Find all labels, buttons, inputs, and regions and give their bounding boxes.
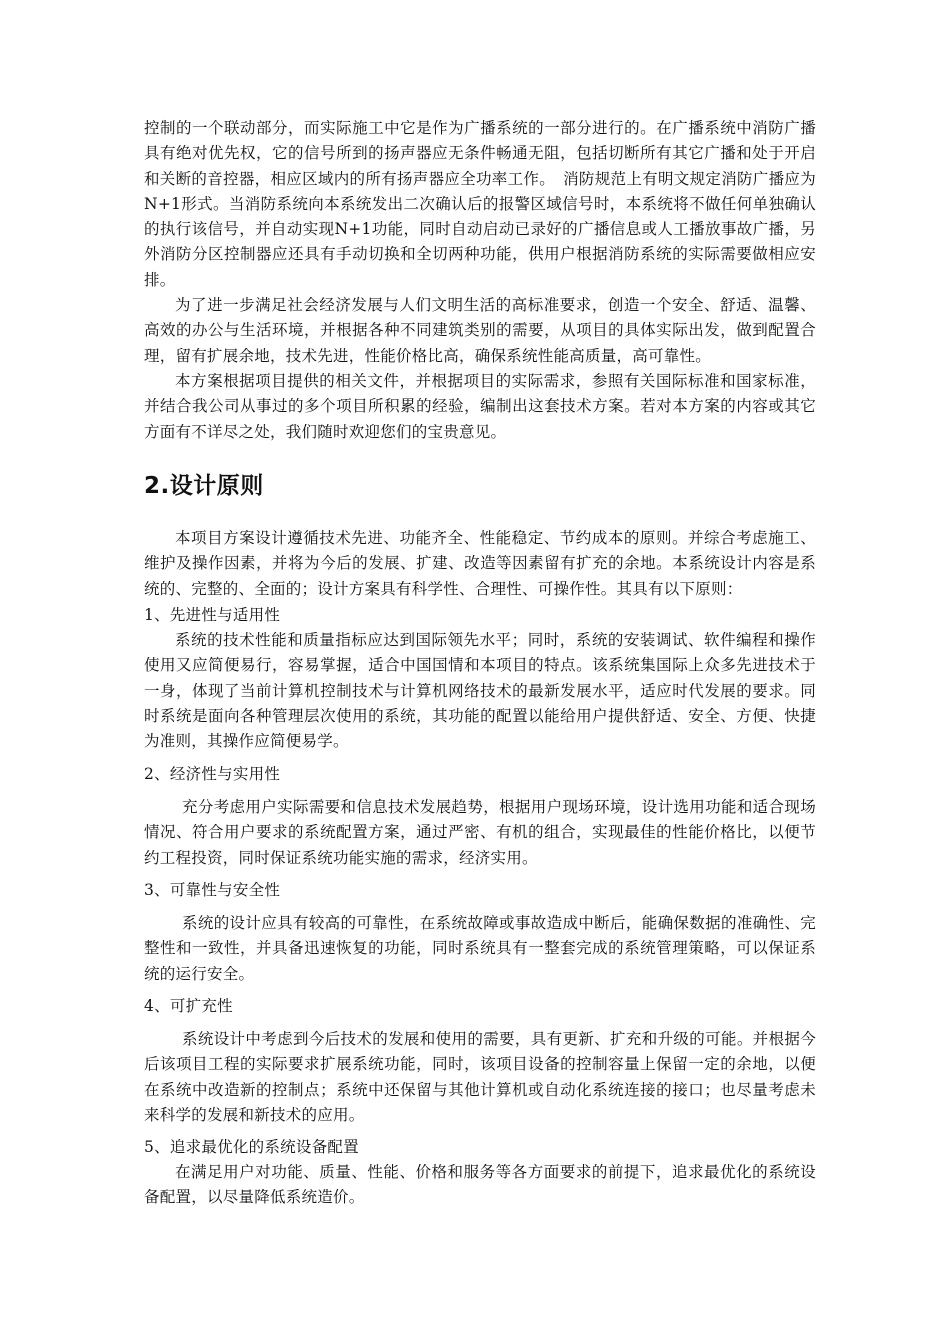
principle-2-title: 2、经济性与实用性 <box>144 765 281 783</box>
principle-4-title: 4、可扩充性 <box>144 997 233 1015</box>
principle-4-text: 系统设计中考虑到今后技术的发展和使用的需要，具有更新、扩充和升级的可能。并根据今后该项目工程的实际要求扩展系统功能，同时，该项目设备的控制容量上保留一定的余地，以便在系统中改造新的控制点；系统中还保留与其他计算机或自动化系统连接的接口；也尽量考虑未来科学的发展和新技术的应用。 <box>144 1030 816 1124</box>
principle-3-text: 系统的设计应具有较高的可靠性，在系统故障或事故造成中断后，能确保数据的准确性、完整性和一致性，并具备迅速恢复的功能，同时系统具有一整套完成的系统管理策略，可以保证系统的运行安全。 <box>144 914 816 983</box>
principle-5-text: 在满足用户对功能、质量、性能、价格和服务等各方面要求的前提下，追求最优化的系统设备配置，以尽量降低系统造价。 <box>144 1163 816 1207</box>
section-intro <box>144 526 816 602</box>
intro-paragraph-3: 本方案根据项目提供的相关文件，并根据项目的实际需求，参照有关国际标准和国家标准，并结合我公司从事过的多个项目所积累的经验，编制出这套技术方案。若对本方案的内容或其它方面有不详尽之处，我们随时欢迎您们的宝贵意见。 <box>144 371 816 441</box>
principle-4-body <box>144 1027 816 1128</box>
principle-3-title: 3、可靠性与安全性 <box>144 881 281 899</box>
intro-paragraph-2: 为了进一步满足社会经济发展与人们文明生活的高标准要求，创造一个安全、舒适、温馨、高效的办公与生活环境，并根据各种不同建筑类别的需要，从项目的具体实际出发，做到配置合理，留有扩展余地，技术先进，性能价格比高，确保系统性能高质量，高可靠性。 <box>144 296 816 365</box>
principle-1-title: 1、先进性与适用性 <box>144 606 281 624</box>
principle-1-body <box>144 628 816 754</box>
section-intro-paragraph: 本项目方案设计遵循技术先进、功能齐全、性能稳定、节约成本的原则。并综合考虑施工、维护及操作因素，并将为今后的发展、扩建、改造等因素留有扩充的余地。本系统设计内容是系统的、完整的、全面的；设计方案具有科学性、合理性、可操作性。其具有以下原则： <box>144 529 816 598</box>
principle-5-title: 5、追求最优化的系统设备配置 <box>144 1138 359 1156</box>
principle-3-body <box>144 911 816 987</box>
section-heading: 2.设计原则 <box>144 473 264 499</box>
intro-section <box>144 116 816 445</box>
principle-1-text: 系统的技术性能和质量指标应达到国际领先水平；同时，系统的安装调试、软件编程和操作使用又应简便易行，容易掌握，适合中国国情和本项目的特点。该系统集国际上众多先进技术于一身，体现了当前计算机控制技术与计算机网络技术的最新发展水平，适应时代发展的要求。同时系统是面向各种管理层次使用的系统，其功能的配置以能给用户提供舒适、安全、方便、快捷为准则，其操作应简便易学。 <box>144 631 816 751</box>
intro-paragraph-1: 控制的一个联动部分，而实际施工中它是作为广播系统的一部分进行的。在广播系统中消防广播具有绝对优先权，它的信号所到的扬声器应无条件畅通无阻，包括切断所有其它广播和处于开启和关断的音控器，相应区域内的所有扬声器应全功率工作。 消防规范上有明文规定消防广播应为N+1形式。当消防系统向本系统发出二次确认后的报警区域信号时，本系统将不做任何单独确认的执行该信号，并自动实现N+1功能，同时自动启动已录好的广播信息或人工播放事故广播，另外消防分区控制器应还具有手动切换和全切两种功能，供用户根据消防系统的实际需要做相应安排。 <box>144 119 816 289</box>
principle-2-body <box>144 795 816 871</box>
principle-2-text: 充分考虑用户实际需要和信息技术发展趋势，根据用户现场环境，设计选用功能和适合现场情况、符合用户要求的系统配置方案，通过严密、有机的组合，实现最佳的性能价格比，以便节约工程投资，同时保证系统功能实施的需求，经济实用。 <box>144 798 816 867</box>
principle-5-body <box>144 1160 816 1211</box>
